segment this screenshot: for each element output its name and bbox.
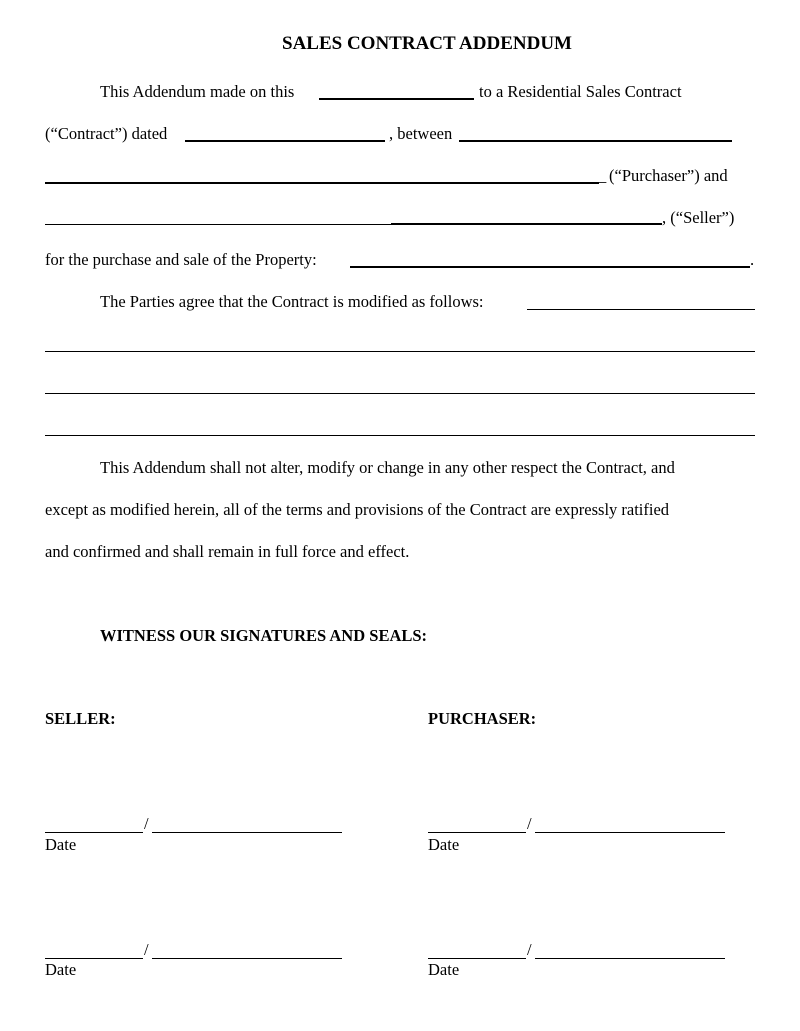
contract-dated-label: (“Contract”) dated xyxy=(45,124,168,143)
seller-date-line-1[interactable] xyxy=(45,832,143,833)
purchaser-date-line-1[interactable] xyxy=(428,832,526,833)
seller-name-field[interactable] xyxy=(391,223,662,225)
witness-heading: WITNESS OUR SIGNATURES AND SEALS: xyxy=(100,626,428,645)
purchaser-label: (“Purchaser”) and xyxy=(609,166,728,185)
purchaser-heading: PURCHASER: xyxy=(428,709,537,728)
purchaser-slash-1: / xyxy=(527,814,532,833)
seller-label: , (“Seller”) xyxy=(662,208,735,227)
purchaser-date-line-2[interactable] xyxy=(428,958,526,959)
purchaser-slash-2: / xyxy=(527,940,532,959)
seller-heading: SELLER: xyxy=(45,709,116,728)
seller-slash-1: / xyxy=(144,814,149,833)
ratification-line-1: This Addendum shall not alter, modify or change in any other respect the Contract, and xyxy=(100,458,675,477)
between-label: , between xyxy=(389,124,453,143)
purchaser-signature-line-1[interactable] xyxy=(535,832,725,833)
property-field[interactable] xyxy=(350,266,750,268)
seller-slash-2: / xyxy=(144,940,149,959)
modifications-line-2[interactable] xyxy=(45,351,755,352)
purchaser-signature-line-2[interactable] xyxy=(535,958,725,959)
residential-contract-text: to a Residential Sales Contract xyxy=(479,82,682,101)
seller-signature-line-1[interactable] xyxy=(152,832,342,833)
ratification-line-3: and confirmed and shall remain in full force and effect. xyxy=(45,542,410,561)
seller-signature-line-2[interactable] xyxy=(152,958,342,959)
seller-date-label-1: Date xyxy=(45,835,77,854)
modifications-intro: The Parties agree that the Contract is modified as follows: xyxy=(100,292,484,311)
modifications-line-4[interactable] xyxy=(45,435,755,436)
addendum-date-label: This Addendum made on this xyxy=(100,82,295,101)
modifications-line-3[interactable] xyxy=(45,393,755,394)
seller-date-line-2[interactable] xyxy=(45,958,143,959)
property-period: . xyxy=(750,250,755,269)
purchaser-date-label-1: Date xyxy=(428,835,460,854)
party-name-field-1[interactable] xyxy=(459,140,732,142)
seller-name-line xyxy=(45,224,391,225)
document-title: SALES CONTRACT ADDENDUM xyxy=(282,33,572,54)
seller-date-label-2: Date xyxy=(45,960,77,979)
purchaser-date-label-2: Date xyxy=(428,960,460,979)
modifications-line-1[interactable] xyxy=(527,309,755,310)
property-label: for the purchase and sale of the Property: xyxy=(45,250,317,269)
purchaser-underscore: _ xyxy=(598,166,607,185)
contract-date-field[interactable] xyxy=(185,140,385,142)
ratification-line-2: except as modified herein, all of the terms and provisions of the Contract are expressly ratified xyxy=(45,500,670,519)
purchaser-name-field[interactable] xyxy=(45,182,599,184)
addendum-date-field[interactable] xyxy=(319,98,474,100)
